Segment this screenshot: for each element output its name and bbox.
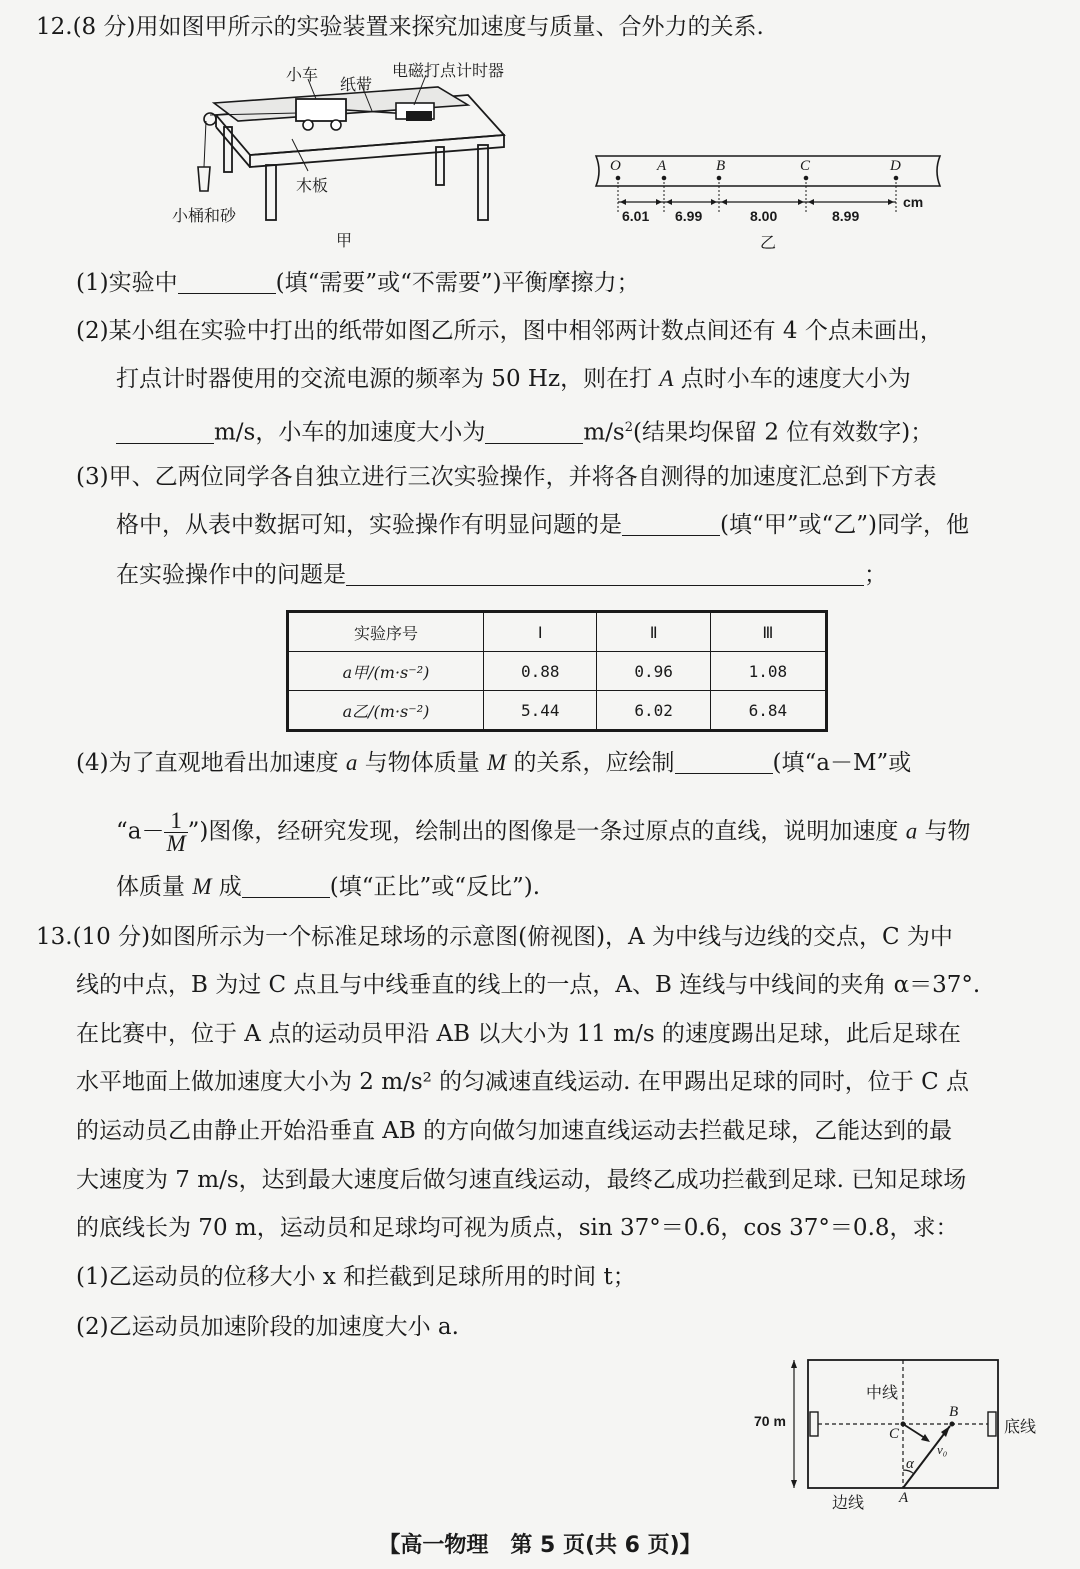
v0-label: v₀ (937, 1442, 948, 1457)
answer-blank[interactable] (346, 561, 864, 586)
tape-distance-OA: 6.01 (622, 208, 650, 224)
label-baseline: 底线 (1004, 1417, 1037, 1436)
tape-point-C: C (800, 158, 811, 174)
tape-distance-CD: 8.99 (832, 208, 860, 224)
q12-part3-line1: (3)甲、乙两位同学各自独立进行三次实验操作，并将各自测得的加速度汇总到下方表 (76, 464, 937, 490)
caption-jia: 甲 (336, 231, 353, 250)
caption-yi: 乙 (760, 233, 777, 252)
q12-part2-line3: m/s，小车的加速度大小为 $m/s^2$(结果均保留 2 位有效数字)； (116, 413, 933, 448)
alpha-label: α (906, 1456, 914, 1472)
answer-blank[interactable] (242, 873, 330, 898)
q13-line2: 线的中点，B 为过 C 点且与中线垂直的线上的一点，A、B 连线与中线间的夹角 α＝37°. (76, 972, 981, 998)
point-A-label: A (899, 1490, 909, 1506)
label-timer: 电磁打点计时器 (392, 61, 505, 80)
q12-part3-line2: 格中，从表中数据可知，实验操作有明显问题的是 (填“甲”或“乙”)同学，他 (116, 512, 969, 538)
field-width-label: 70 m (754, 1413, 786, 1429)
tape-unit: cm (903, 194, 924, 210)
answer-blank[interactable] (622, 511, 720, 536)
q12-part2-line1: (2)某小组在实验中打出的纸带如图乙所示，图中相邻两计数点间还有 4 个点未画出， (76, 318, 943, 344)
q12-part4-line2: “a－ $\frac{1}{M}$ ”)图像，经研究发现，绘制出的图像是一条过原点的直线，说明加速度 a 与物 (116, 808, 971, 856)
answer-blank[interactable] (675, 749, 773, 774)
table-row: a乙/(m·s⁻²) 5.44 6.02 6.84 (288, 691, 827, 731)
answer-blank[interactable] (485, 419, 583, 444)
q12-part3-line3: 在实验操作中的问题是 ； (116, 562, 887, 588)
tape-point-O: O (610, 158, 621, 174)
q12-part2-line2: 打点计时器使用的交流电源的频率为 50 Hz，则在打 A 点时小车的速度大小为 (116, 366, 911, 392)
acceleration-table (286, 610, 828, 732)
q12-header: 12.(8 分)用如图甲所示的实验装置来探究加速度与质量、合外力的关系. (36, 14, 764, 40)
tape-point-B: B (716, 158, 726, 174)
q13-line7: 的底线长为 70 m，运动员和足球均可视为质点，sin 37°＝0.6，cos 37°＝0.8，求： (76, 1215, 959, 1241)
tape-point-D: D (890, 158, 901, 174)
q13-line4: 水平地面上做加速度大小为 2 m/s² 的匀减速直线运动. 在甲踢出足球的同时，位于 C 点 (76, 1069, 969, 1095)
point-B-label: B (949, 1404, 959, 1420)
table-header-row: 实验序号 Ⅰ Ⅱ Ⅲ (288, 612, 827, 652)
fraction-1-over-M: $\frac{1}{M}$ (166, 808, 186, 856)
q13-line6: 大速度为 7 m/s，达到最大速度后做匀速直线运动，最终乙成功拦截到足球. 已知足球场 (76, 1167, 967, 1193)
q13-line3: 在比赛中，位于 A 点的运动员甲沿 AB 以大小为 11 m/s 的速度踢出足球，此后足球在 (76, 1021, 961, 1047)
table-row: a甲/(m·s⁻²) 0.88 0.96 1.08 (288, 652, 827, 691)
label-bucket: 小桶和砂 (172, 206, 237, 225)
point-C-label: C (889, 1426, 900, 1442)
label-car: 小车 (286, 65, 319, 84)
label-board: 木板 (296, 176, 329, 195)
label-tape: 纸带 (340, 75, 373, 94)
answer-blank[interactable] (178, 269, 276, 294)
tape-distance-BC: 8.00 (750, 208, 778, 224)
q13-line5: 的运动员乙由静止开始沿垂直 AB 的方向做匀加速直线运动去拦截足球，乙能达到的最 (76, 1118, 953, 1144)
label-midline: 中线 (866, 1383, 899, 1402)
q12-part1: (1)实验中 (填“需要”或“不需要”)平衡摩擦力； (76, 270, 640, 296)
page-footer: 【高一物理 第 5 页(共 6 页)】 (378, 1533, 702, 1558)
tape-point-A: A (657, 158, 667, 174)
label-sideline: 边线 (832, 1493, 865, 1512)
q12-part4-line3: 体质量 M 成 (填“正比”或“反比”). (116, 874, 541, 900)
q13-subquestion2: (2)乙运动员加速阶段的加速度大小 a. (76, 1314, 459, 1340)
tape-distance-AB: 6.99 (675, 208, 703, 224)
q13-subquestion1: (1)乙运动员的位移大小 x 和拦截到足球所用的时间 t； (76, 1264, 636, 1290)
q12-part4-line1: (4)为了直观地看出加速度 a 与物体质量 M 的关系，应绘制 (填“a－M”或 (76, 750, 912, 776)
answer-blank[interactable] (116, 419, 214, 444)
q13-header: 13.(10 分)如图所示为一个标准足球场的示意图(俯视图)，A 为中线与边线的交点，C 为中 (36, 924, 953, 950)
